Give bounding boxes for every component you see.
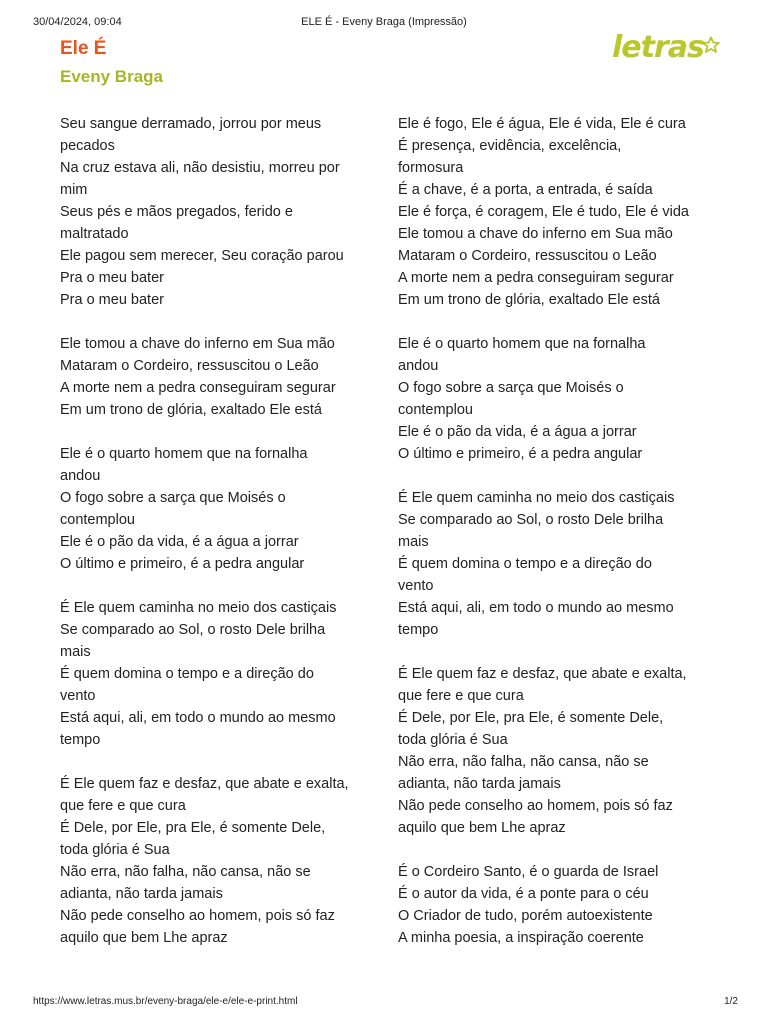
lyric-line: A morte nem a pedra conseguiram segurar bbox=[398, 270, 674, 286]
logo-text: letras bbox=[612, 30, 704, 65]
lyric-line: Seus pés e mãos pregados, ferido e bbox=[60, 204, 293, 220]
lyric-line: aquilo que bem Lhe apraz bbox=[398, 820, 566, 836]
lyric-line: Ele é fogo, Ele é água, Ele é vida, Ele é cura bbox=[398, 116, 686, 132]
lyric-line: É Dele, por Ele, pra Ele, é somente Dele, bbox=[60, 820, 326, 836]
artist-name: Eveny Braga bbox=[60, 67, 163, 86]
lyric-line: É quem domina o tempo e a direção do bbox=[60, 666, 314, 682]
lyric-line: Ele tomou a chave do inferno em Sua mão bbox=[60, 336, 335, 352]
lyric-line: Em um trono de glória, exaltado Ele está bbox=[60, 402, 322, 418]
lyric-line: que fere e que cura bbox=[398, 688, 524, 704]
stanza-break bbox=[60, 421, 370, 443]
lyric-line: Pra o meu bater bbox=[60, 270, 164, 286]
stanza-break bbox=[60, 311, 370, 333]
lyric-line: vento bbox=[398, 578, 434, 594]
lyric-line: Ele é o quarto homem que na fornalha bbox=[60, 446, 308, 462]
lyric-line: adianta, não tarda jamais bbox=[60, 886, 223, 902]
lyric-line: A morte nem a pedra conseguiram segurar bbox=[60, 380, 336, 396]
lyric-line: Ele é força, é coragem, Ele é tudo, Ele é vida bbox=[398, 204, 689, 220]
lyric-line: Mataram o Cordeiro, ressuscitou o Leão bbox=[398, 248, 657, 264]
lyric-line: mim bbox=[60, 182, 88, 198]
print-page-title: ELE É - Eveny Braga (Impressão) bbox=[301, 16, 467, 28]
stanza-break bbox=[398, 465, 708, 487]
lyric-line: Ele é o pão da vida, é a água a jorrar bbox=[60, 534, 299, 550]
lyric-line: toda glória é Sua bbox=[398, 732, 508, 748]
lyric-line: É Ele quem faz e desfaz, que abate e exalta, bbox=[60, 776, 349, 792]
lyric-line: mais bbox=[60, 644, 91, 660]
lyrics-column-left bbox=[60, 113, 370, 949]
stanza-break bbox=[60, 575, 370, 597]
stanza-break bbox=[398, 641, 708, 663]
lyric-line: Ele é o quarto homem que na fornalha bbox=[398, 336, 646, 352]
footer-page-number: 1/2 bbox=[724, 996, 738, 1007]
lyric-line: Não pede conselho ao homem, pois só faz bbox=[398, 798, 673, 814]
lyric-line: É o autor da vida, é a ponte para o céu bbox=[398, 886, 649, 902]
lyric-line: maltratado bbox=[60, 226, 129, 242]
lyric-line: Se comparado ao Sol, o rosto Dele brilha bbox=[60, 622, 326, 638]
lyric-line: É Dele, por Ele, pra Ele, é somente Dele, bbox=[398, 710, 664, 726]
lyric-line: vento bbox=[60, 688, 96, 704]
stanza-break bbox=[398, 839, 708, 861]
stanza-break bbox=[60, 751, 370, 773]
lyric-line: O último e primeiro, é a pedra angular bbox=[60, 556, 305, 572]
lyric-line: É presença, evidência, excelência, bbox=[398, 138, 622, 154]
lyric-line: aquilo que bem Lhe apraz bbox=[60, 930, 228, 946]
lyric-line: O último e primeiro, é a pedra angular bbox=[398, 446, 643, 462]
lyric-line: toda glória é Sua bbox=[60, 842, 170, 858]
lyric-line: É a chave, é a porta, a entrada, é saída bbox=[398, 182, 653, 198]
lyric-line: Não erra, não falha, não cansa, não se bbox=[398, 754, 649, 770]
lyric-line: Mataram o Cordeiro, ressuscitou o Leão bbox=[60, 358, 319, 374]
lyric-line: Ele pagou sem merecer, Seu coração parou bbox=[60, 248, 344, 264]
song-title: Ele É bbox=[60, 38, 107, 59]
lyrics-column-right bbox=[398, 113, 708, 949]
lyric-line: contemplou bbox=[60, 512, 135, 528]
print-date: 30/04/2024, 09:04 bbox=[33, 16, 122, 28]
lyric-line: A minha poesia, a inspiração coerente bbox=[398, 930, 644, 946]
lyric-line: Pra o meu bater bbox=[60, 292, 164, 308]
lyric-line: Ele é o pão da vida, é a água a jorrar bbox=[398, 424, 637, 440]
lyric-line: Se comparado ao Sol, o rosto Dele brilha bbox=[398, 512, 664, 528]
lyric-line: Não erra, não falha, não cansa, não se bbox=[60, 864, 311, 880]
lyric-line: Na cruz estava ali, não desistiu, morreu por bbox=[60, 160, 340, 176]
star-icon bbox=[702, 36, 720, 54]
lyric-line: andou bbox=[398, 358, 439, 374]
lyric-line: formosura bbox=[398, 160, 464, 176]
lyric-line: contemplou bbox=[398, 402, 473, 418]
lyric-line: É Ele quem caminha no meio dos castiçais bbox=[60, 600, 337, 616]
letras-logo bbox=[612, 30, 704, 65]
lyric-line: É quem domina o tempo e a direção do bbox=[398, 556, 652, 572]
lyric-line: É Ele quem caminha no meio dos castiçais bbox=[398, 490, 675, 506]
stanza-break bbox=[398, 311, 708, 333]
lyric-line: O fogo sobre a sarça que Moisés o bbox=[60, 490, 286, 506]
lyric-line: Ele tomou a chave do inferno em Sua mão bbox=[398, 226, 673, 242]
footer-url: https://www.letras.mus.br/eveny-braga/ele-e/ele-e-print.html bbox=[33, 996, 298, 1007]
lyric-line: pecados bbox=[60, 138, 115, 154]
lyric-line: Seu sangue derramado, jorrou por meus bbox=[60, 116, 322, 132]
lyric-line: mais bbox=[398, 534, 429, 550]
lyric-line: andou bbox=[60, 468, 101, 484]
lyric-line: que fere e que cura bbox=[60, 798, 186, 814]
lyric-line: Está aqui, ali, em todo o mundo ao mesmo bbox=[60, 710, 336, 726]
lyric-line: tempo bbox=[60, 732, 101, 748]
lyric-line: Está aqui, ali, em todo o mundo ao mesmo bbox=[398, 600, 674, 616]
lyric-line: adianta, não tarda jamais bbox=[398, 776, 561, 792]
lyric-line: Não pede conselho ao homem, pois só faz bbox=[60, 908, 335, 924]
lyric-line: O Criador de tudo, porém autoexistente bbox=[398, 908, 653, 924]
lyric-line: O fogo sobre a sarça que Moisés o bbox=[398, 380, 624, 396]
lyric-line: É o Cordeiro Santo, é o guarda de Israel bbox=[398, 864, 659, 880]
lyric-line: tempo bbox=[398, 622, 439, 638]
lyric-line: Em um trono de glória, exaltado Ele está bbox=[398, 292, 660, 308]
lyric-line: É Ele quem faz e desfaz, que abate e exalta, bbox=[398, 666, 687, 682]
